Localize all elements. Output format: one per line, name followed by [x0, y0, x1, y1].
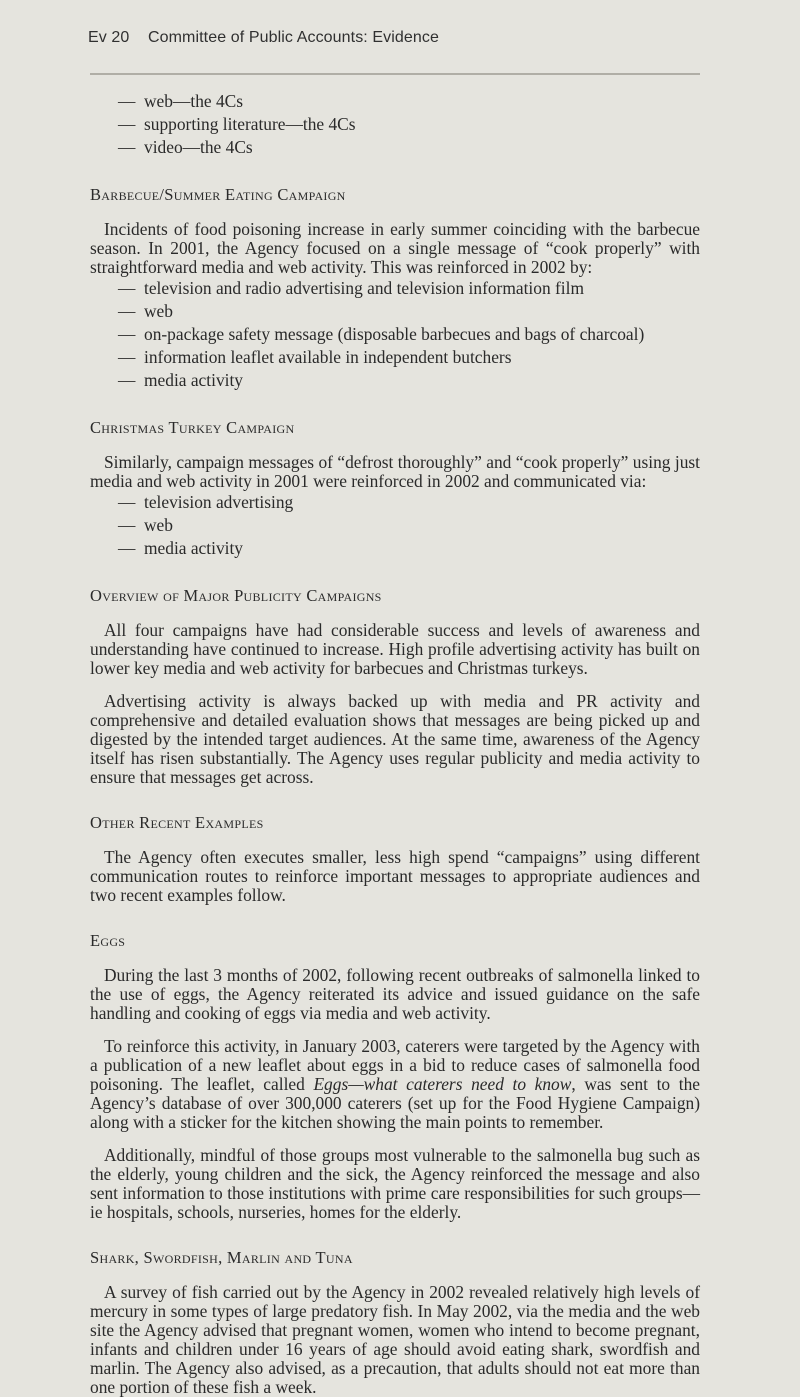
document-body	[90, 90, 700, 1397]
list-item: — media activity	[118, 370, 243, 390]
leaflet-title: Eggs—what caterers need to know	[313, 1074, 572, 1094]
section-heading-barbecue: Barbecue/Summer Eating Campaign	[90, 185, 346, 204]
running-header	[88, 29, 439, 47]
page-number: Ev 20	[88, 29, 130, 46]
list-item: — information leaflet available in independent butchers	[118, 347, 512, 367]
list-item: — on-package safety message (disposable barbecues and bags of charcoal)	[118, 324, 645, 344]
paragraph: Incidents of food poisoning increase in early summer coinciding with the barbecue season. In 2001, the Agency focused on a single message of “cook properly” with straightforward media and web activity. This was reinforced in 2002 by:	[90, 219, 700, 277]
section-heading-christmas: Christmas Turkey Campaign	[90, 418, 295, 437]
christmas-bullet-list	[90, 491, 700, 560]
header-rule	[90, 73, 700, 75]
list-item: — web	[118, 515, 173, 535]
paragraph: Advertising activity is always backed up with media and PR activity and comprehensive and detailed evaluation shows that messages are being picked up and digested by the intended target audiences. At the same time, awareness of the Agency itself has risen substantially. The Agency uses regular publicity and media activity to ensure that messages get across.	[90, 691, 700, 787]
paragraph: The Agency often executes smaller, less high spend “campaigns” using different communication routes to reinforce important messages to appropriate audiences and two recent examples follow.	[90, 847, 700, 905]
section-heading-shark: Shark, Swordfish, Marlin and Tuna	[90, 1248, 353, 1267]
section-heading-overview: Overview of Major Publicity Campaigns	[90, 586, 382, 605]
list-item: — web	[118, 301, 173, 321]
barbecue-bullet-list	[90, 277, 700, 392]
paragraph: Additionally, mindful of those groups most vulnerable to the salmonella bug such as the elderly, young children and the sick, the Agency reinforced the message and also sent information to those institutions with prime care responsibilities for such groups—ie hospitals, schools, nurseries, homes for the elderly.	[90, 1145, 700, 1222]
list-item: — web—the 4Cs	[118, 91, 244, 111]
list-item: — television and radio advertising and television information film	[118, 278, 584, 298]
list-item: — media activity	[118, 538, 243, 558]
paragraph: A survey of fish carried out by the Agency in 2002 revealed relatively high levels of mercury in some types of large predatory fish. In May 2002, via the media and the web site the Agency advised that pregnant women, women who intend to become pregnant, infants and children under 16 years of age should avoid eating shark, swordfish and marlin. The Agency also advised, as a precaution, that adults should not eat more than one portion of these fish a week.	[90, 1282, 700, 1397]
top-bullet-list	[90, 90, 700, 159]
section-heading-eggs: Eggs	[90, 931, 126, 950]
list-item: — television advertising	[118, 492, 294, 512]
paragraph: During the last 3 months of 2002, following recent outbreaks of salmonella linked to the use of eggs, the Agency reiterated its advice and issued guidance on the safe handling and cooking of eggs via media and web activity.	[90, 965, 700, 1023]
paragraph: Similarly, campaign messages of “defrost thoroughly” and “cook properly” using just media and web activity in 2001 were reinforced in 2002 and communicated via:	[90, 452, 700, 491]
list-item: — supporting literature—the 4Cs	[118, 114, 356, 134]
header-title: Committee of Public Accounts: Evidence	[147, 29, 440, 46]
paragraph: To reinforce this activity, in January 2003, caterers were targeted by the Agency with a publication of a new leaflet about eggs in a bid to reduce cases of salmonella food poisoning. The leaflet, called Eggs—what caterers need to know, was sent to the Agency’s database of over 300,000 caterers (set up for the Food Hygiene Campaign) along with a sticker for the kitchen showing the main points to remember.	[90, 1036, 700, 1132]
list-item: — video—the 4Cs	[118, 137, 253, 157]
paragraph: All four campaigns have had considerable success and levels of awareness and understanding have continued to increase. High profile advertising activity has built on lower key media and web activity for barbecues and Christmas turkeys.	[90, 620, 700, 678]
section-heading-other-examples: Other Recent Examples	[90, 813, 264, 832]
